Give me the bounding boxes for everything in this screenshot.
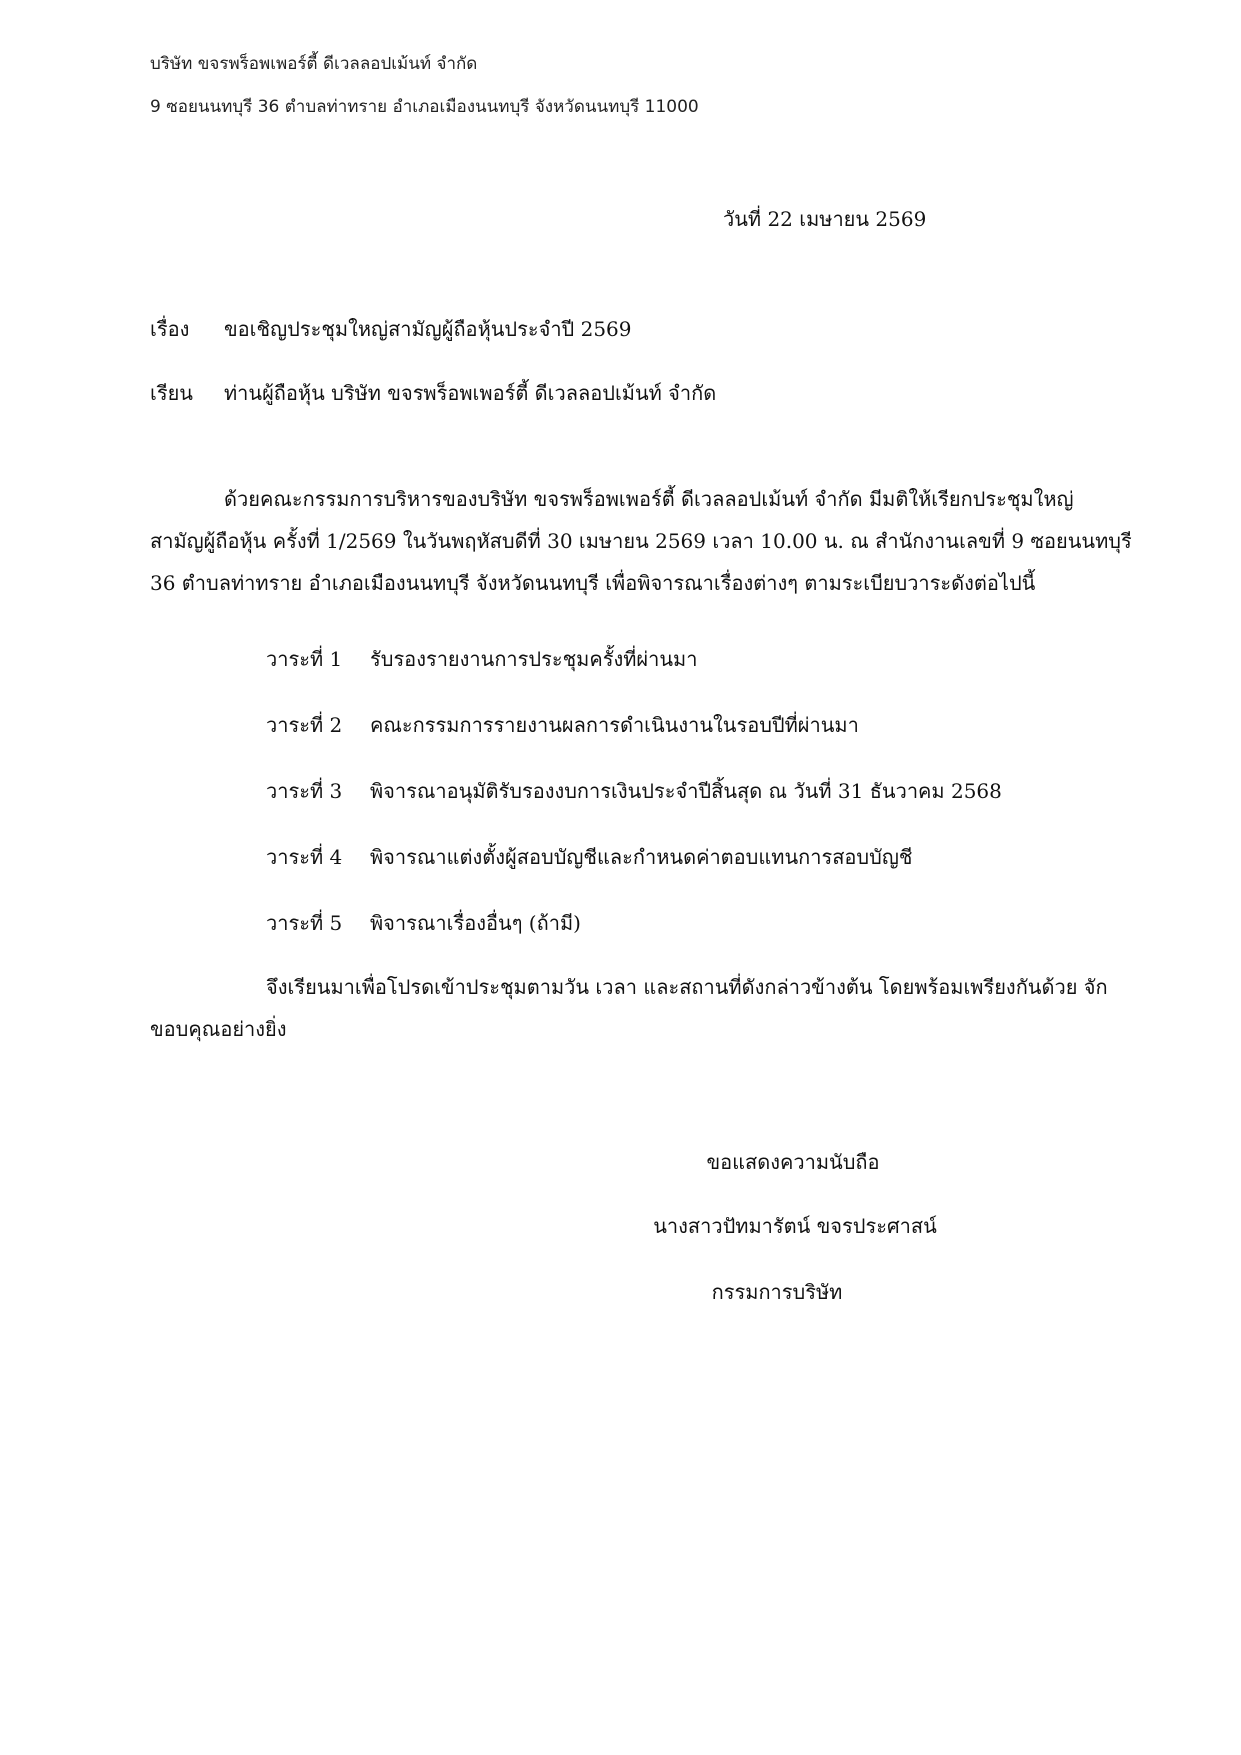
intro-paragraph [150, 478, 1140, 604]
recipient-text: ท่านผู้ถือหุ้น บริษัท ขจรพร็อพเพอร์ตี้ ดีเวลลอปเม้นท์ จำกัด [224, 381, 717, 405]
signature-position: กรรมการบริษัท [711, 1280, 843, 1304]
agenda-text: คณะกรรมการรายงานผลการดำเนินงานในรอบปีที่ผ่านมา [370, 713, 859, 737]
company-name: บริษัท ขจรพร็อพเพอร์ตี้ ดีเวลลอปเม้นท์ จำกัด [150, 54, 478, 74]
signature-name: นางสาวปัทมารัตน์ ขจรประศาสน์ [653, 1214, 937, 1238]
closing-line-2: ขอบคุณอย่างยิ่ง [150, 1017, 287, 1041]
agenda-text: พิจารณาแต่งตั้งผู้สอบบัญชีและกำหนดค่าตอบแทนการสอบบัญชี [370, 845, 913, 869]
agenda-text: รับรองรายงานการประชุมครั้งที่ผ่านมา [370, 647, 698, 671]
agenda-item-1 [266, 643, 697, 675]
agenda-number: วาระที่ 3 [266, 779, 343, 803]
subject-label: เรื่อง [150, 317, 190, 341]
agenda-item-2 [266, 709, 859, 741]
recipient-label: เรียน [150, 381, 193, 405]
agenda-number: วาระที่ 4 [266, 845, 343, 869]
agenda-number: วาระที่ 1 [266, 647, 343, 671]
agenda-number: วาระที่ 5 [266, 911, 343, 935]
agenda-text: พิจารณาอนุมัติรับรองงบการเงินประจำปีสิ้นสุด ณ วันที่ 31 ธันวาคม 2568 [370, 779, 1002, 803]
closing-paragraph [150, 966, 1140, 1050]
closing-line-1: จึงเรียนมาเพื่อโปรดเข้าประชุมตามวัน เวลา และสถานที่ดังกล่าวข้างต้น โดยพร้อมเพรียงกันด้วย จัก [266, 975, 1108, 999]
agenda-number: วาระที่ 2 [266, 713, 343, 737]
letter-date: วันที่ 22 เมษายน 2569 [723, 207, 927, 231]
intro-line-1: ด้วยคณะกรรมการบริหารของบริษัท ขจรพร็อพเพอร์ตี้ ดีเวลลอปเม้นท์ จำกัด มีมติให้เรียกประชุมใหญ่ [224, 487, 1074, 511]
agenda-item-4 [266, 841, 912, 873]
intro-line-3: 36 ตำบลท่าทราย อำเภอเมืองนนทบุรี จังหวัดนนทบุรี เพื่อพิจารณาเรื่องต่างๆ ตามระเบียบวาระดังต่อไปนี้ [150, 571, 1036, 595]
agenda-text: พิจารณาเรื่องอื่นๆ (ถ้ามี) [370, 911, 581, 935]
agenda-item-5 [266, 907, 581, 939]
intro-line-2: สามัญผู้ถือหุ้น ครั้งที่ 1/2569 ในวันพฤหัสบดีที่ 30 เมษายน 2569 เวลา 10.00 น. ณ สำนักงานเลขที่ 9 ซอยนนทบุรี [150, 529, 1132, 553]
agenda-item-3 [266, 775, 1002, 807]
company-address: 9 ซอยนนทบุรี 36 ตำบลท่าทราย อำเภอเมืองนนทบุรี จังหวัดนนทบุรี 11000 [150, 97, 699, 117]
subject-text: ขอเชิญประชุมใหญ่สามัญผู้ถือหุ้นประจำปี 2569 [224, 317, 632, 341]
signature-salutation: ขอแสดงความนับถือ [706, 1150, 880, 1174]
